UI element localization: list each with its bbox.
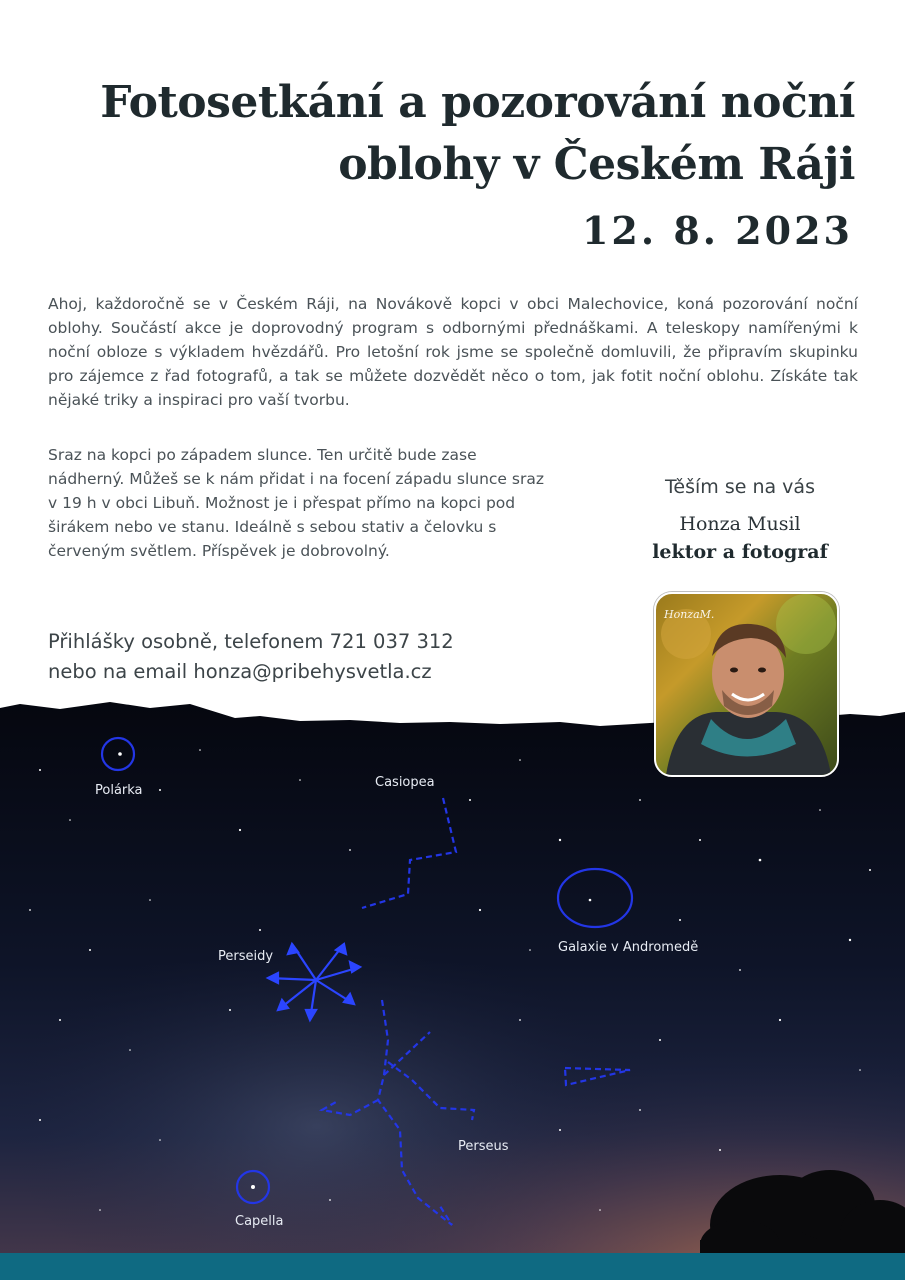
author-name: Honza Musil: [679, 513, 801, 535]
contact-email-line: nebo na email honza@pribehysvetla.cz: [48, 660, 432, 683]
label-casiopea: Casiopea: [375, 775, 435, 790]
label-perseus: Perseus: [458, 1139, 509, 1154]
author-role: lektor a fotograf: [652, 541, 828, 563]
author-photo: [654, 592, 839, 777]
contact-phone-line: Přihlášky osobně, telefonem 721 037 312: [48, 630, 454, 653]
label-capella: Capella: [235, 1214, 284, 1229]
greeting: Těším se na vás: [665, 476, 815, 498]
photo-watermark: HonzaM.: [664, 608, 715, 621]
night-sky-illustration: [0, 690, 905, 1280]
signature-block: [630, 476, 850, 566]
event-title: Fotosetkání a pozorování noční oblohy v Českém Ráji: [100, 77, 855, 190]
contact-info: [48, 627, 454, 687]
event-date: 12. 8. 2023: [581, 208, 853, 253]
intro-paragraph: Ahoj, každoročně se v Českém Ráji, na Novákově kopci v obci Malechovice, koná pozorování noční oblohy. Součástí akce je doprovodný program s odbornými přednáškami. A teleskopy namířenými k noční obloze s výkladem hvězdářů. Pro letošní rok jsme se společně domluvili, že připravím skupinku pro zájemce z řad fotografů, a tak se můžete dozvědět něco o tom, jak fotit noční oblohu. Získáte tak nějaké triky a inspiraci pro vaší tvorbu.: [48, 295, 858, 409]
label-andromeda: Galaxie v Andromedě: [558, 940, 699, 955]
portrait-image: [656, 594, 837, 775]
label-polarka: Polárka: [95, 783, 143, 798]
details-paragraph: Sraz na kopci po západem slunce. Ten určitě bude zase nádherný. Můžeš se k nám přidat i na focení západu slunce sraz v 19 h v obci Libuň. Možnost je i přespat přímo na kopci pod širákem nebo ve stanu. Ideálně s sebou stativ a čelovku s červeným světlem. Příspěvek je dobrovolný.: [48, 446, 544, 560]
label-perseidy: Perseidy: [218, 949, 274, 964]
footer-bar: [0, 1253, 905, 1280]
